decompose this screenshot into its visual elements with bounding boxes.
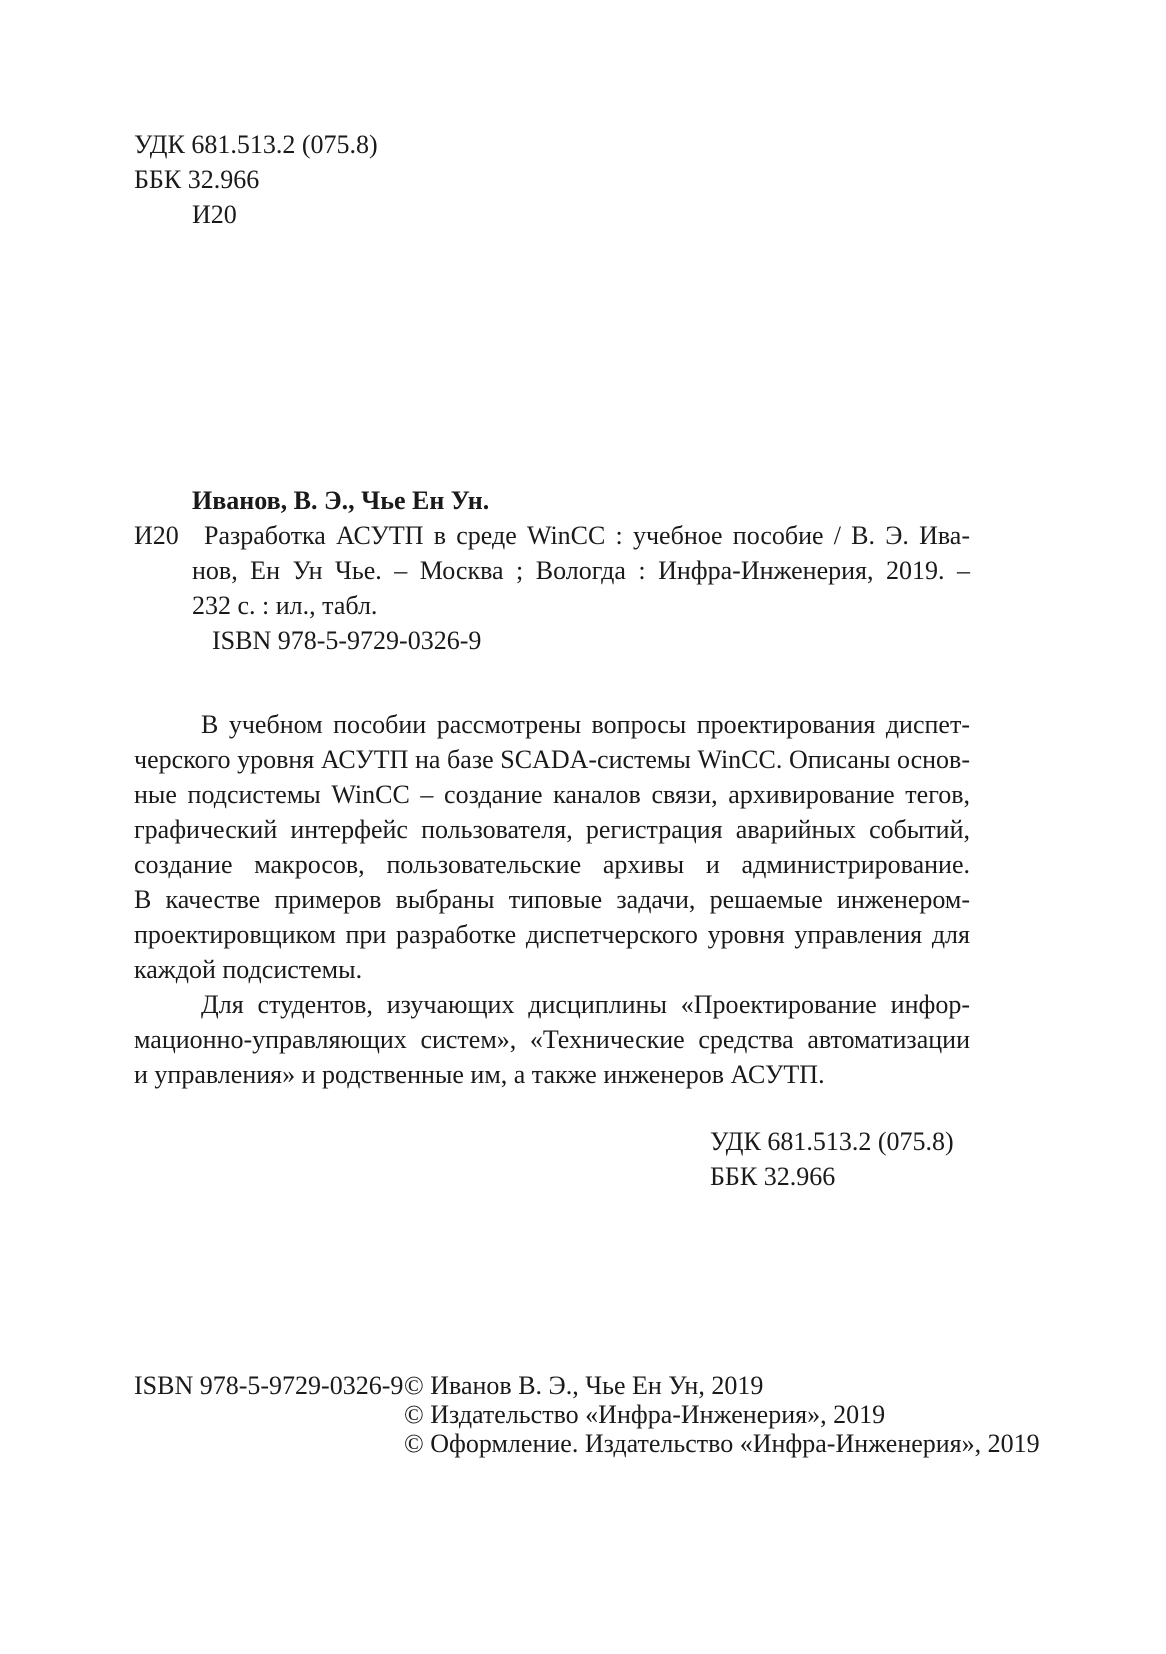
abstract-p1-line: В качестве примеров выбраны типовые задачи, решаемые инженером-	[134, 885, 970, 914]
abstract-p1-line: В учебном пособии рассмотрены вопросы проектирования диспет-	[201, 710, 970, 739]
catalog-mark: И20	[134, 521, 179, 550]
abstract-p1-line: черского уровня АСУТП на базе SCADA-системы WinCC. Описаны основ-	[134, 745, 970, 774]
abstract-p1-line: проектировщиком при разработке диспетчерского уровня управления для	[134, 920, 970, 949]
catalog-authors: Иванов, В. Э., Чье Ен Ун.	[192, 486, 490, 515]
copyright-line: © Иванов В. Э., Чье Ен Ун, 2019	[404, 1371, 764, 1400]
imprint-isbn: ISBN 978-5-9729-0326-9	[134, 1371, 404, 1400]
bbk-code: ББК 32.966	[134, 165, 260, 194]
abstract-p1-line: каждой подсистемы.	[134, 955, 363, 984]
footer-bbk-code: ББК 32.966	[710, 1162, 836, 1191]
abstract-p2-line: и управления» и родственные им, а также инженеров АСУТП.	[134, 1060, 825, 1089]
abstract-p2-line: Для студентов, изучающих дисциплины «Проектирование инфор-	[201, 990, 970, 1019]
footer-udk-code: УДК 681.513.2 (075.8)	[710, 1127, 954, 1156]
abstract-p2-line: мационно-управляющих систем», «Технические средства автоматизации	[134, 1025, 970, 1054]
catalog-isbn: ISBN 978-5-9729-0326-9	[212, 626, 482, 655]
udk-code: УДК 681.513.2 (075.8)	[134, 130, 378, 159]
author-mark: И20	[192, 200, 237, 229]
abstract-p1-line: графический интерфейс пользователя, регистрация аварийных событий,	[134, 815, 970, 844]
catalog-line-3: 232 с. : ил., табл.	[192, 591, 378, 620]
copyright-line: © Издательство «Инфра-Инженерия», 2019	[404, 1400, 886, 1429]
catalog-line-1: Разработка АСУТП в среде WinCC : учебное пособие / В. Э. Ива-	[204, 521, 970, 550]
abstract-p1-line: ные подсистемы WinCC – создание каналов связи, архивирование тегов,	[134, 780, 970, 809]
copyright-line: © Оформление. Издательство «Инфра-Инженерия», 2019	[404, 1429, 1040, 1458]
abstract-p1-line: создание макросов, пользовательские архивы и администрирование.	[134, 850, 970, 879]
catalog-line-2: нов, Ен Ун Чье. – Москва ; Вологда : Инфра-Инженерия, 2019. –	[192, 556, 970, 585]
